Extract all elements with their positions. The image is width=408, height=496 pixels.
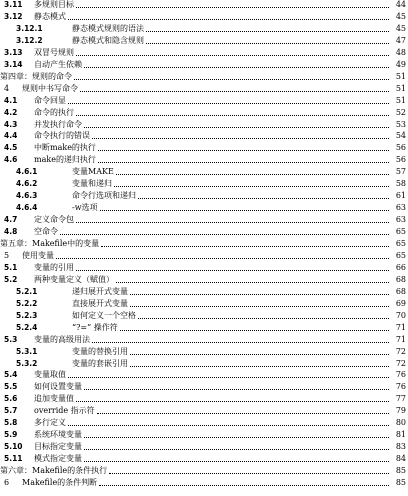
toc-entry-page: 65 xyxy=(395,250,406,260)
toc-entry-page: 63 xyxy=(395,203,406,213)
toc-entry[interactable] xyxy=(0,358,408,369)
toc-entry[interactable] xyxy=(0,310,408,321)
toc-entry-page: 58 xyxy=(395,179,406,189)
toc-entry[interactable] xyxy=(0,262,408,273)
toc-entry[interactable] xyxy=(0,11,408,22)
toc-entry-page: 44 xyxy=(395,0,406,9)
toc-entry-title: 第六章：Makefile的条件执行 xyxy=(0,466,108,476)
toc-entry-page: 51 xyxy=(395,95,406,105)
toc-entry-title: 空命令 xyxy=(34,227,58,237)
toc-entry-number: 5.9 xyxy=(4,430,18,440)
dot-leader xyxy=(76,269,389,271)
toc-entry-number: 5.3.2 xyxy=(16,358,38,368)
toc-entry[interactable] xyxy=(0,453,408,464)
toc-entry-page: 76 xyxy=(395,370,406,380)
toc-entry[interactable] xyxy=(0,417,408,428)
dot-leader xyxy=(76,114,389,116)
dot-leader xyxy=(114,185,389,187)
toc-entry-number: 5.10 xyxy=(4,442,23,452)
toc-entry-number: 5.11 xyxy=(4,454,23,464)
dot-leader xyxy=(98,161,389,163)
toc-entry[interactable] xyxy=(0,0,408,10)
toc-entry-number: 4.4 xyxy=(4,131,18,141)
dot-leader xyxy=(84,388,389,390)
toc-entry-number: 3.11 xyxy=(4,0,23,9)
toc-entry-title: Makefile的条件判断 xyxy=(22,478,98,487)
toc-entry-page: 51 xyxy=(395,83,406,93)
toc-entry-number: 5 xyxy=(4,250,10,260)
toc-entry-number: 4 xyxy=(4,83,10,93)
toc-entry-page: 56 xyxy=(395,155,406,165)
toc-entry[interactable] xyxy=(0,95,408,106)
toc-entry-title: 变量取值 xyxy=(34,370,66,380)
toc-entry-title: 变量的引用 xyxy=(34,262,74,272)
toc-entry-title: 目标指定变量 xyxy=(34,442,82,452)
toc-entry-title: 追加变量值 xyxy=(34,394,74,404)
toc-entry-title: “?=” 操作符 xyxy=(72,322,118,332)
toc-entry[interactable] xyxy=(0,405,408,416)
toc-entry[interactable] xyxy=(0,166,408,177)
toc-entry[interactable] xyxy=(0,226,408,237)
toc-entry-number: 5.3 xyxy=(4,334,18,344)
toc-entry-page: 84 xyxy=(395,454,406,464)
toc-entry-number: 5.2.3 xyxy=(16,310,38,320)
toc-entry-title: 使用变量 xyxy=(22,250,54,260)
dot-leader xyxy=(84,436,389,438)
toc-entry[interactable] xyxy=(0,429,408,440)
dot-leader xyxy=(92,341,389,343)
toc-entry-number: 4.6.2 xyxy=(16,179,38,189)
toc-entry-page: 66 xyxy=(395,262,406,272)
dot-leader xyxy=(99,484,389,486)
toc-entry[interactable] xyxy=(0,190,408,201)
dot-leader xyxy=(76,6,389,8)
toc-entry[interactable] xyxy=(0,35,408,46)
toc-entry-page: 76 xyxy=(395,382,406,392)
toc-entry-page: 48 xyxy=(395,47,406,57)
dot-leader xyxy=(80,90,389,92)
toc-entry-number: 3.13 xyxy=(4,47,23,57)
dot-leader xyxy=(138,197,389,199)
toc-entry[interactable] xyxy=(0,130,408,141)
dot-leader xyxy=(116,281,389,283)
dot-leader xyxy=(76,54,389,56)
toc-entry-title: 模式指定变量 xyxy=(34,454,82,464)
dot-leader xyxy=(76,400,389,402)
toc-entry-page: 47 xyxy=(395,35,406,45)
toc-entry[interactable] xyxy=(0,441,408,452)
toc-entry-page: 65 xyxy=(395,239,406,248)
toc-entry-number: 6 xyxy=(4,478,10,487)
dot-leader xyxy=(92,137,389,139)
toc-entry-page: 79 xyxy=(395,406,406,416)
toc-entry-number: 4.5 xyxy=(4,143,18,153)
dot-leader xyxy=(76,221,389,223)
toc-entry[interactable] xyxy=(0,381,408,392)
toc-entry[interactable] xyxy=(0,465,408,476)
toc-entry-title: 系统环境变量 xyxy=(34,430,82,440)
toc-entry[interactable] xyxy=(0,214,408,225)
toc-entry-page: 54 xyxy=(395,131,406,141)
dot-leader xyxy=(68,18,389,20)
toc-entry[interactable] xyxy=(0,83,408,94)
dot-leader xyxy=(146,30,389,32)
toc-entry[interactable] xyxy=(0,298,408,309)
toc-entry-title: 静态模式 xyxy=(34,11,66,21)
toc-entry[interactable] xyxy=(0,107,408,118)
toc-entry-number: 5.8 xyxy=(4,418,18,428)
toc-entry-number: 5.2 xyxy=(4,274,18,284)
toc-entry-number: 4.7 xyxy=(4,215,18,225)
dot-leader xyxy=(130,293,389,295)
dot-leader xyxy=(68,102,389,104)
dot-leader xyxy=(120,329,389,331)
toc-entry-title: 如何设置变量 xyxy=(34,382,82,392)
toc-entry-title: 变量的套嵌引用 xyxy=(72,358,128,368)
toc-entry-page: 68 xyxy=(395,286,406,296)
dot-leader xyxy=(84,460,389,462)
toc-entry-number: 5.1 xyxy=(4,262,18,272)
toc-entry-page: 51 xyxy=(395,71,406,81)
toc-entry-title: 多规则目标 xyxy=(34,0,74,9)
toc-entry-page: 57 xyxy=(395,167,406,177)
toc-entry[interactable] xyxy=(0,322,408,333)
toc-entry-number: 4.2 xyxy=(4,107,18,117)
toc-entry-title: 命令的执行 xyxy=(34,107,74,117)
toc-entry-title: 命令回显 xyxy=(34,95,66,105)
toc-entry-title: 递归展开式变量 xyxy=(72,286,128,296)
toc-entry-page: 45 xyxy=(395,11,406,21)
toc-entry-title: 变量MAKE xyxy=(72,167,114,177)
toc-entry-page: 80 xyxy=(395,418,406,428)
toc-entry-number: 3.12.2 xyxy=(16,35,43,45)
dot-leader xyxy=(84,66,389,68)
toc-entry[interactable] xyxy=(0,250,408,261)
toc-entry-page: 81 xyxy=(395,430,406,440)
toc-entry-title: 定义命令包 xyxy=(34,215,74,225)
toc-entry-page: 71 xyxy=(395,334,406,344)
toc-entry-page: 71 xyxy=(395,322,406,332)
dot-leader xyxy=(60,233,389,235)
dot-leader xyxy=(56,257,389,259)
toc-entry-page: 53 xyxy=(395,119,406,129)
toc-entry-title: 如何定义一个空格 xyxy=(72,310,136,320)
toc-entry-title: 两种变量定义（赋值） xyxy=(34,274,114,284)
toc-entry-page: 83 xyxy=(395,442,406,452)
toc-entry-number: 5.2.1 xyxy=(16,286,38,296)
toc-entry-page: 72 xyxy=(395,358,406,368)
dot-leader xyxy=(116,173,389,175)
toc-entry[interactable] xyxy=(0,59,408,70)
toc-entry[interactable] xyxy=(0,369,408,380)
toc-entry-title: 第五章：Makefile中的变量 xyxy=(0,239,100,248)
toc-entry-number: 4.6.4 xyxy=(16,203,38,213)
toc-entry[interactable] xyxy=(0,346,408,357)
toc-entry-page: 72 xyxy=(395,346,406,356)
toc-entry-title: 静态模式和隐含规则 xyxy=(72,35,144,45)
dot-leader xyxy=(98,149,389,151)
toc-entry-number: 5.6 xyxy=(4,394,18,404)
toc-entry[interactable] xyxy=(0,274,408,285)
toc-entry-number: 3.12 xyxy=(4,11,23,21)
dot-leader xyxy=(130,365,389,367)
toc-entry-page: 65 xyxy=(395,227,406,237)
toc-entry-title: 第四章：规则的命令 xyxy=(0,71,72,81)
dot-leader xyxy=(100,209,389,211)
toc-entry[interactable] xyxy=(0,178,408,189)
toc-entry-number: 4.1 xyxy=(4,95,18,105)
toc-entry[interactable] xyxy=(0,286,408,297)
toc-entry-number: 5.7 xyxy=(4,406,18,416)
dot-leader xyxy=(130,353,389,355)
toc-entry[interactable] xyxy=(0,23,408,34)
toc-entry[interactable] xyxy=(0,47,408,58)
toc-entry[interactable] xyxy=(0,71,408,82)
toc-entry[interactable] xyxy=(0,393,408,404)
toc-entry-title: 变量的高级用法 xyxy=(34,334,90,344)
toc-entry-page: 61 xyxy=(395,191,406,201)
toc-entry-number: 4.6.1 xyxy=(16,167,38,177)
toc-entry-title: 变量的替换引用 xyxy=(72,346,128,356)
toc-entry-number: 5.3.1 xyxy=(16,346,38,356)
dot-leader xyxy=(74,78,389,80)
toc-entry-title: override 指示符 xyxy=(34,406,95,416)
toc-entry-number: 5.5 xyxy=(4,382,18,392)
toc-entry-page: 69 xyxy=(395,298,406,308)
toc-entry[interactable] xyxy=(0,334,408,345)
toc-entry-title: 静态模式规则的语法 xyxy=(72,23,144,33)
toc-entry-number: 5.2.4 xyxy=(16,322,38,332)
toc-entry-number: 4.6 xyxy=(4,155,18,165)
toc-entry-title: 自动产生依赖 xyxy=(34,59,82,69)
toc-entry-title: 规则中书写命令 xyxy=(22,83,78,93)
toc-entry-title: 命令执行的错误 xyxy=(34,131,90,141)
dot-leader xyxy=(97,412,389,414)
dot-leader xyxy=(84,448,389,450)
toc-entry[interactable] xyxy=(0,238,408,249)
toc-entry-page: 52 xyxy=(395,107,406,117)
toc-entry-number: 5.2.2 xyxy=(16,298,38,308)
toc-entry-number: 4.6.3 xyxy=(16,191,38,201)
toc-entry-page: 85 xyxy=(395,478,406,487)
toc-entry-number: 5.4 xyxy=(4,370,18,380)
toc-entry[interactable] xyxy=(0,119,408,130)
toc-entry-number: 3.14 xyxy=(4,59,23,69)
dot-leader xyxy=(68,424,389,426)
toc-entry-page: 70 xyxy=(395,310,406,320)
dot-leader xyxy=(130,305,389,307)
toc-entry[interactable] xyxy=(0,477,408,488)
toc-entry-title: 变量和递归 xyxy=(72,179,112,189)
toc-entry-number: 4.8 xyxy=(4,227,18,237)
toc-entry-page: 85 xyxy=(395,466,406,476)
toc-entry-title: 直接展开式变量 xyxy=(72,298,128,308)
toc-entry-page: 77 xyxy=(395,394,406,404)
toc-entry-title: 并发执行命令 xyxy=(34,119,82,129)
dot-leader xyxy=(138,317,389,319)
toc-entry-number: 4.3 xyxy=(4,119,18,129)
dot-leader xyxy=(109,472,389,474)
toc-entry-page: 68 xyxy=(395,274,406,284)
toc-entry-number: 3.12.1 xyxy=(16,23,43,33)
toc-entry-page: 56 xyxy=(395,143,406,153)
toc-entry[interactable] xyxy=(0,202,408,213)
toc-entry-page: 49 xyxy=(395,59,406,69)
dot-leader xyxy=(101,245,389,247)
toc-entry-title: 命令行选项和递归 xyxy=(72,191,136,201)
dot-leader xyxy=(68,376,389,378)
dot-leader xyxy=(84,126,389,128)
toc-entry-title: -w选项 xyxy=(72,203,98,213)
toc-entry-title: 多行定义 xyxy=(34,418,66,428)
toc-entry-page: 45 xyxy=(395,23,406,33)
toc-entry-title: 中断make的执行 xyxy=(34,143,96,153)
toc-entry-title: 双冒号规则 xyxy=(34,47,74,57)
toc-entry[interactable] xyxy=(0,142,408,153)
toc-entry[interactable] xyxy=(0,154,408,165)
toc-entry-title: make的递归执行 xyxy=(34,155,96,165)
dot-leader xyxy=(146,42,389,44)
toc-entry-page: 63 xyxy=(395,215,406,225)
